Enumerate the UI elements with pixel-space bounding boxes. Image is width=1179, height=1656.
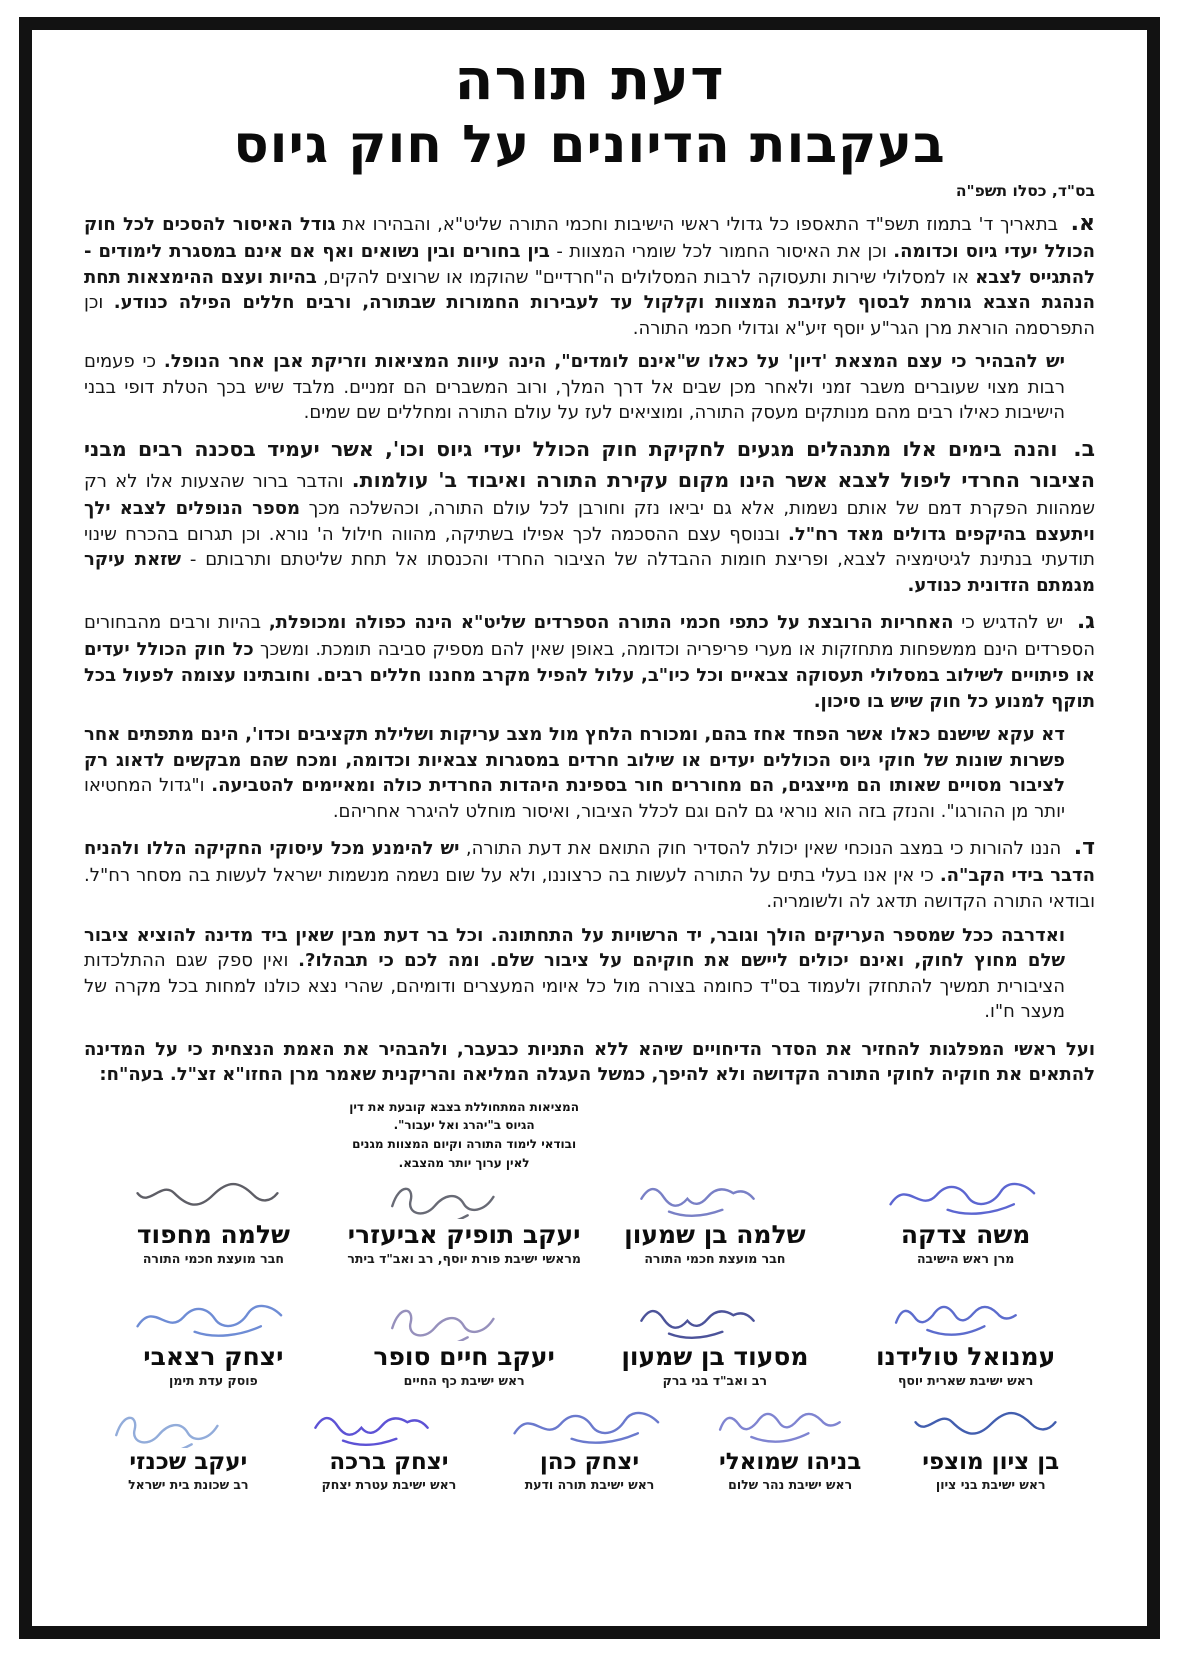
signature-block [489, 1392, 690, 1492]
text-run: ובנוסף עצם ההסכמה לכך אפילו בשתיקה, מהווה חילול ה' נורא. וכן תגרום בהכרח שינוי תודעתי בנתינת לגיטימציה לצבא, ופריצת חומות ההבדלה של הציבור החרדי והכנסתו אל תחת שליטתם ותרבותם - [84, 523, 1095, 571]
signer-title: חבר מועצת חכמי התורה [142, 1251, 284, 1267]
signature-ink-icon [298, 1402, 480, 1448]
signature-block [289, 1392, 490, 1492]
signature-ink-icon [373, 1173, 555, 1219]
signer-title: מראשי ישיבת פורת יוסף, רב ואב"ד ביתר [347, 1251, 581, 1267]
text-run: יש להבהיר כי עצם המצאת 'דיון' על כאלו ש"אינם לומדים", הינה עיוות המציאות וזריקת אבן אחר הנופל. [163, 351, 1065, 373]
signature-ink-icon [624, 1295, 806, 1341]
signer-name: מסעוד בן שמעון [621, 1342, 809, 1372]
text-run: יש להדגיש כי [953, 612, 1064, 634]
section-marker: א. [1062, 210, 1095, 236]
text-run: ואין ספק שגם ההתלכדות הציבורית תמשיך להתחזק ולעמוד בס"ד כחומה בצורה מול כל איומי המעצרים ודומיהם, שהרי נצא כולנו למחות בכל מקרה של מעצר ח"ו. [84, 950, 1065, 1023]
signer-title: ראש ישיבת עטרת יצחק [321, 1477, 457, 1493]
text-run: והדבר ברור שהצעות אלו לא רק שמהוות הפקרת דמם של אותם נשמות, אלא גם יביאו נזק וחורבן לכל עולם התורה, וכהשלכה מכך [84, 471, 1095, 519]
signature-block [590, 1148, 841, 1266]
signature-block [890, 1392, 1091, 1492]
text-run: יש להימנע מכל עיסוקי החקיקה הללו ולהניח הדבר בידי הקב"ה. [84, 838, 1095, 887]
paragraph [84, 606, 1095, 714]
signer-title: ראש ישיבת שארית יוסף [897, 1373, 1034, 1389]
paragraph [84, 434, 1095, 598]
document-title [84, 48, 1095, 176]
signers-note [345, 1098, 584, 1172]
signatures-section [84, 1098, 1095, 1492]
signer-title: פוסק עדת תימן [169, 1373, 258, 1389]
signature-ink-icon [875, 1295, 1057, 1341]
paragraph [84, 923, 1065, 1025]
text-run: בהיות ועצם ההימצאות תחת הנהגת הצבא גורמת לבסוף לעזיבת המצוות וקלקול עד לעבירות החמורות שבתורה, ורבים חללים הפילה כנודע. [84, 266, 1095, 314]
text-run: וכן את האיסור החמור לכל שומרי המצוות - [549, 241, 894, 263]
title-line-2: בעקבות הדיונים על חוק גיוס [233, 114, 946, 175]
signer-name: בן ציון מוצפי [922, 1449, 1060, 1476]
text-run: מספר הנופלים לצבא ילך ויתעצם בהיקפים גדולים מאד רח"ל. [84, 497, 1095, 545]
signature-ink-icon [900, 1402, 1082, 1448]
text-run: האחריות הרובצת על כתפי חכמי התורה הספרדים שליט"א הינה כפולה ומכופלת, [268, 612, 954, 634]
signature-block [88, 1148, 339, 1266]
signer-title: ראש ישיבת תורה ודעת [524, 1477, 655, 1493]
signer-title: ראש ישיבת נהר שלום [728, 1477, 853, 1493]
signer-title: רב ואב"ד בני ברק [662, 1373, 768, 1389]
text-run: שזאת עיקר מגמתם הזדונית כנודע. [84, 549, 1095, 596]
signer-name: יעקב תופיק אביעזרי [347, 1220, 581, 1250]
paragraph [84, 208, 1095, 341]
signers-note-line: ובודאי לימוד התורה וקיום המצוות מגנים לאין ערוך יותר מהצבא. [352, 1137, 577, 1170]
signature-block [339, 1270, 590, 1388]
text-run: ואדרבה ככל שמספר העריקים הולך וגובר, יד הרשויות על התחתונה. וכל בר דעת מבין שאין ביד מדינה להוציא ציבור שלם מחוץ לחוק, ואינם יכולים ליישם את חוקיהם על ציבור שלם. ומה לכם כי תבהלו?. [84, 924, 1065, 972]
signature-block [339, 1098, 590, 1266]
signer-name: יעקב חיים סופר [373, 1342, 555, 1372]
signer-title: ראש ישיבת בני ציון [935, 1477, 1046, 1493]
text-run: כל חוק הכולל יעדים או פיתויים לשילוב במסלולי תעסוקה צבאיים וכל כיו"ב, עלול להפיל מקרב מחננו חללים רבים. וחובתינו עצומה לפעול בכל תוקף למנוע כל חוק שיש בו סיכון. [84, 639, 1095, 712]
signature-ink-icon [122, 1295, 304, 1341]
signature-ink-icon [122, 1173, 304, 1219]
document-body [84, 208, 1095, 1088]
signature-row [88, 1392, 1091, 1492]
title-line-1: דעת תורה [454, 47, 725, 113]
signature-block [840, 1148, 1091, 1266]
text-run: בין בחורים ובין נשואים ואף אם אינם במסגרת לימודים - להתגייס לצבא [84, 241, 1095, 288]
text-run: דא עקא שישנם כאלו אשר הפחד אחז בהם, ומכורח הלחץ מול מצב עריקות ושלילת תקציבים וכדו', הינם מתפתים אחר פשרות שונות של חוקי גיוס הכוללים יעדים או שילוב חרדים במסגרות צבאיות וכדומה, ומכח שהם מבקשים לדאוג רק לציבור מסויים שאותו הם מייצגים, הם מחוררים חור בספינת היהדות החרדית כולה ומאיימים להטביעה. [84, 724, 1065, 797]
text-run: כי פעמים רבות מצוי שעוברים משבר זמני ולאחר מכן שבים אל דרך המלך, ורוב המשברים הם זמניים. מלבד שיש בכך הטלת דופי בבני הישיבות כאילו רבים מהם מנותקים מעסק התורה, ומוציאים לעז על עולם התורה ומחללים שם שמים. [84, 351, 1065, 424]
text-run: הננו להורות כי במצב הנוכחי שאין יכולת להסדיר חוק התואם את דעת התורה, [459, 838, 1062, 860]
signer-name: יצחק ברכה [329, 1449, 449, 1476]
signature-ink-icon [97, 1402, 279, 1448]
section-marker: ד. [1065, 835, 1096, 861]
signer-name: שלמה בן שמעון [624, 1220, 806, 1250]
signature-row [88, 1270, 1091, 1388]
signature-block [88, 1270, 339, 1388]
page-content [32, 30, 1147, 1626]
section-marker: ג. [1067, 609, 1096, 635]
signature-ink-icon [373, 1295, 555, 1341]
signature-block [590, 1270, 841, 1388]
text-run: כי אין אנו בעלי בתים על התורה לעשות בה כרצוננו, ולא על שום נשמה מנשמות ישראל לעשות בה מסחר רח"ל. ובודאי התורה הקדושה תדאג לה ולשומריה. [84, 865, 1095, 913]
page-border-frame [19, 17, 1160, 1639]
signature-block [690, 1392, 891, 1492]
paragraph [84, 832, 1095, 914]
signer-name: יצחק כהן [539, 1449, 640, 1476]
signer-title: רב שכונת בית ישראל [128, 1477, 249, 1493]
section-marker: ב. [1061, 437, 1095, 462]
signer-title: מרן ראש הישיבה [916, 1251, 1015, 1267]
text-run: ועל ראשי המפלגות להחזיר את הסדר הדיחויים שיהא ללא התניות כבעבר, ולהבהיר את האמת הנצחית כי על המדינה להתאים את חוקיה לחוקי התורה הקדושה ולא להיפך, כמשל העגלה המליאה והריקנית שאמר מרן החזו"א זצ"ל. בעה"ח: [84, 1038, 1095, 1086]
signer-title: חבר מועצת חכמי התורה [644, 1251, 786, 1267]
signature-ink-icon [875, 1173, 1057, 1219]
signer-name: שלמה מחפוד [136, 1220, 290, 1250]
signature-ink-icon [699, 1402, 881, 1448]
signer-name: בניהו שמואלי [718, 1449, 862, 1476]
signature-ink-icon [499, 1402, 681, 1448]
text-run: והנה בימים אלו מתנהלים מגעים לחקיקת חוק הכולל יעדי גיוס וכו', אשר יעמיד בסכנה רבים מבני הציבור החרדי ליפול לצבא אשר הינו מקום עקירת התורה ואיבוד ב' עולמות. [84, 437, 1096, 493]
text-run: בהיות ורבים מהבחורים הספרדים הינם ממשפחות מתחזקות או מערי פריפריה וכדומה, באופן שאין להם מספיק סביבה תומכת. ומשכך [84, 612, 1095, 661]
signer-name: יצחק רצאבי [143, 1342, 284, 1372]
text-run: וכן התפרסמה הוראת מרן הגר"ע יוסף זיע"א וגדולי חכמי התורה. [84, 292, 1095, 339]
text-run: ו"גדול המחטיאו יותר מן ההורגו". והנזק בזה הוא נוראי גם להם וגם לכלל הציבור, ואיסור מוחלט להיגרר אחריהם. [84, 775, 1065, 822]
signer-name: משה צדקה [900, 1220, 1031, 1250]
paragraph [84, 722, 1065, 824]
date-line: בס"ד, כסלו תשפ"ה [955, 181, 1095, 200]
signature-row [88, 1098, 1091, 1266]
paragraph [84, 1037, 1095, 1088]
signature-block [88, 1392, 289, 1492]
paragraph [84, 349, 1065, 426]
text-run: בתאריך ד' בתמוז תשפ"ד התאספו כל גדולי ראשי הישיבות וחכמי התורה שליט"א, והבהירו את [335, 213, 1059, 235]
signer-name: יעקב שכנזי [129, 1449, 248, 1476]
signer-title: ראש ישיבת כף החיים [403, 1373, 525, 1389]
signer-name: עמנואל טולידנו [875, 1342, 1056, 1372]
signature-ink-icon [624, 1173, 806, 1219]
signature-block [840, 1270, 1091, 1388]
text-run: גודל האיסור להסכים לכל חוק הכולל יעדי גיוס וכדומה. [84, 213, 1096, 263]
text-run: או למסלולי שירות ותעסוקה לרבות המסלולים ה"חרדיים" שהוקמו או שרוצים להקים, [316, 266, 976, 288]
signers-note-line: המציאות המתחוללת בצבא קובעת את דין הגיוס ב"יהרג ואל יעבור". [349, 1099, 579, 1133]
